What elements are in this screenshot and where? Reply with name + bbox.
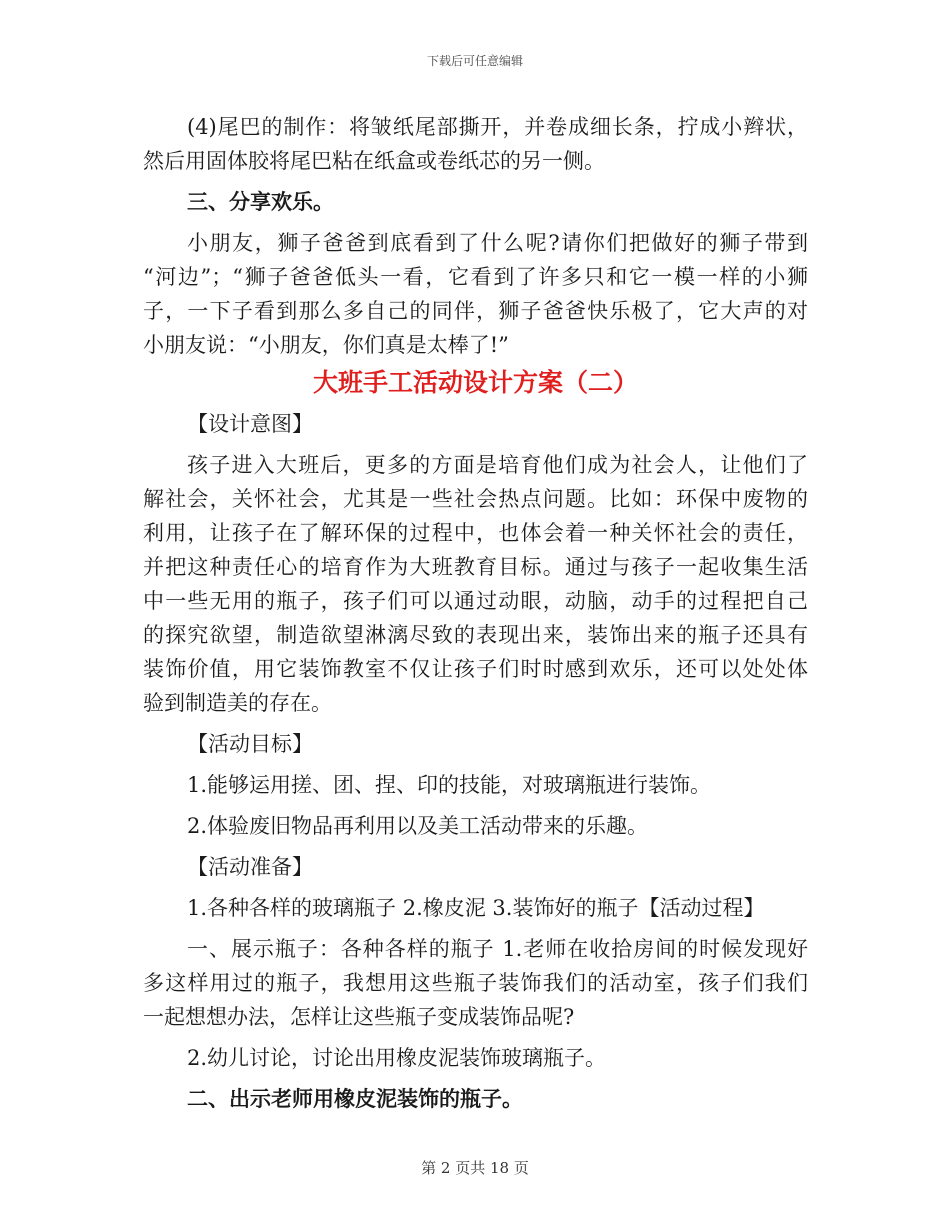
share-heading: 三、分享欢乐。 <box>187 189 334 214</box>
document-body <box>143 110 808 1116</box>
design-intent-line-1: 孩子进入大班后，更多的方面是培育他们成为社会人，让他们了 <box>187 453 808 477</box>
prep-heading: 【活动准备】 <box>187 855 313 879</box>
design-intent-line-5: 中一些无用的瓶子，孩子们可以通过动眼，动脑，动手的过程把自己 <box>143 589 808 613</box>
design-intent-line-4: 并把这种责任心的培育作为大班教育目标。通过与孩子一起收集生活 <box>143 555 808 579</box>
process-step1-line-2: 多这样用过的瓶子，我想用这些瓶子装饰我们的活动室，孩子们我们 <box>143 971 808 995</box>
design-intent-line-6: 的探究欲望，制造欲望淋漓尽致的表现出来，装饰出来的瓶子还具有 <box>143 623 808 647</box>
process-step1-line-3: 一起想想办法，怎样让这些瓶子变成装饰品呢? <box>143 1005 575 1029</box>
page-title: 大班手工活动设计方案（二） <box>312 368 638 397</box>
prep-line: 1.各种各样的玻璃瓶子 2.橡皮泥 3.装饰好的瓶子【活动过程】 <box>187 896 765 920</box>
page-footer: 第 2 页共 18 页 <box>421 1159 529 1177</box>
process-step3-heading: 二、出示老师用橡皮泥装饰的瓶子。 <box>187 1086 523 1111</box>
goal-item-1: 1.能够运用搓、团、捏、印的技能，对玻璃瓶进行装饰。 <box>187 773 712 797</box>
process-step1-line-1: 一、展示瓶子：各种各样的瓶子 1.老师在收拾房间的时候发现好 <box>187 937 808 961</box>
tail-step-line-1: (4)尾巴的制作：将皱纸尾部撕开，并卷成细长条，拧成小辫状， <box>187 115 808 139</box>
design-intent-line-7: 装饰价值，用它装饰教室不仅让孩子们时时感到欢乐，还可以处处体 <box>143 657 808 681</box>
share-line-1: 小朋友，狮子爸爸到底看到了什么呢?请你们把做好的狮子带到 <box>187 231 808 255</box>
process-step2: 2.幼儿讨论，讨论出用橡皮泥装饰玻璃瓶子。 <box>187 1046 607 1070</box>
goal-item-2: 2.体验废旧物品再利用以及美工活动带来的乐趣。 <box>187 814 649 838</box>
share-line-4: 小朋友说：“小朋友，你们真是太棒了!” <box>143 333 509 357</box>
tail-step-line-2: 然后用固体胶将尾巴粘在纸盒或卷纸芯的另一侧。 <box>143 149 605 173</box>
share-line-3: 子，一下子看到那么多自己的同伴，狮子爸爸快乐极了，它大声的对 <box>143 299 808 323</box>
design-intent-heading: 【设计意图】 <box>187 412 313 436</box>
design-intent-line-3: 利用，让孩子在了解环保的过程中，也体会着一种关怀社会的责任， <box>143 521 808 545</box>
page-header: 下载后可任意编辑 <box>426 54 523 68</box>
share-line-2: “河边”；“狮子爸爸低头一看，它看到了许多只和它一模一样的小狮 <box>143 265 808 289</box>
design-intent-line-8: 验到制造美的存在。 <box>143 691 332 715</box>
goals-heading: 【活动目标】 <box>187 732 313 756</box>
design-intent-line-2: 解社会，关怀社会，尤其是一些社会热点问题。比如：环保中废物的 <box>143 487 808 511</box>
